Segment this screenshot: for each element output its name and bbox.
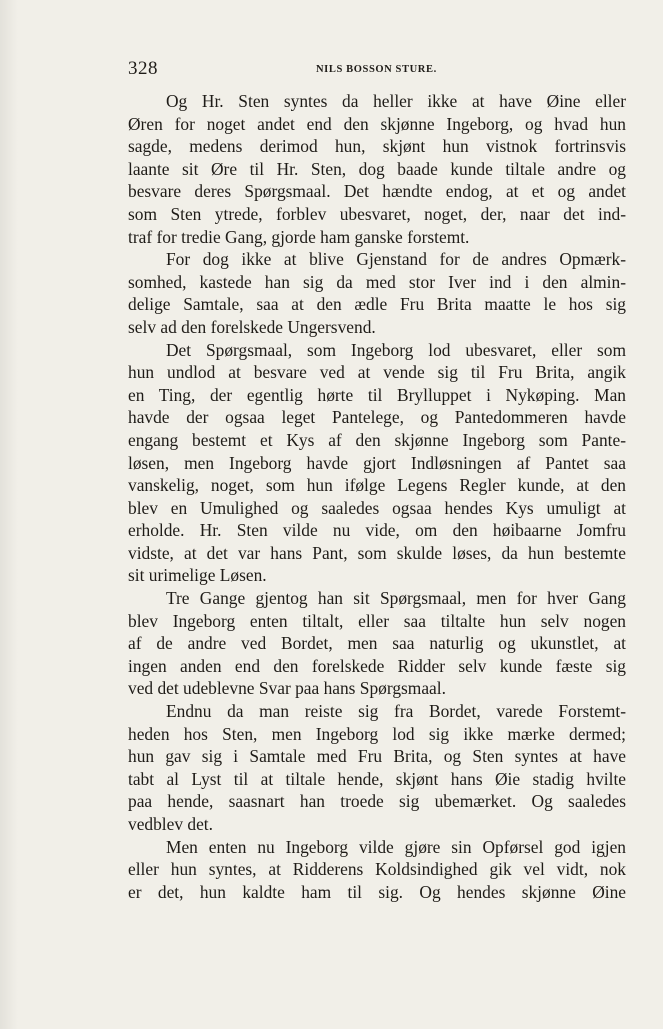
text-line: hun undlod at besvare ved at vende sig til Fru Brita, angik (128, 362, 626, 383)
text-line: heden hos Sten, men Ingeborg lod sig ikke mærke dermed; (128, 723, 626, 744)
text-line: engang bestemt et Kys af den skjønne Ingeborg som Pante- (128, 429, 626, 450)
text-line: eller hun syntes, at Ridderens Koldsindighed gik vel vidt, nok (128, 859, 626, 880)
body-text (128, 90, 626, 903)
text-line: Og Hr. Sten syntes da heller ikke at have Øine eller (166, 91, 626, 111)
paragraph (128, 836, 626, 904)
text-line: havde der ogsaa leget Pantelege, og Pantedommeren havde (128, 407, 626, 428)
running-head: NILS BOSSON STURE. (316, 64, 437, 75)
text-line: besvare deres Spørgsmaal. Det hændte endog, at et og andet (128, 181, 626, 202)
text-line: Øren for noget andet end den skjønne Ingeborg, og hvad hun (128, 113, 626, 134)
text-line: vidste, at det var hans Pant, som skulde løses, da hun bestemte (128, 542, 626, 563)
text-line: sit urimelige Løsen. (128, 565, 267, 586)
text-line: selv ad den forelskede Ungersvend. (128, 316, 376, 337)
text-line: Tre Gange gjentog han sit Spørgsmaal, men for hver Gang (166, 588, 626, 609)
text-line: som Sten ytrede, forblev ubesvaret, noget, der, naar det ind- (128, 203, 626, 224)
text-line: hun gav sig i Samtale med Fru Brita, og Sten syntes at have (128, 746, 626, 767)
page-number: 328 (128, 58, 158, 79)
text-line: Men enten nu Ingeborg vilde gjøre sin Opførsel god igjen (166, 836, 626, 857)
text-line: af de andre ved Bordet, men saa naturlig og ukunstlet, at (128, 633, 626, 654)
text-line: Det Spørgsmaal, som Ingeborg lod ubesvaret, eller som (166, 339, 626, 360)
text-line: blev en Umulighed og saaledes ogsaa hendes Kys umuligt at (128, 497, 626, 518)
text-line: ingen anden end den forelskede Ridder selv kunde fæste sig (128, 655, 626, 676)
text-line: Endnu da man reiste sig fra Bordet, varede Forstemt- (166, 701, 626, 722)
text-line: en Ting, der egentlig hørte til Brylluppet i Nykøping. Man (128, 384, 626, 405)
paragraph (128, 90, 626, 248)
page-header (128, 58, 628, 82)
text-line: er det, hun kaldte ham til sig. Og hendes skjønne Øine (128, 881, 626, 902)
text-line: paa hende, saasnart han troede sig ubemærket. Og saaledes (128, 791, 626, 812)
paragraph (128, 700, 626, 836)
text-line: blev Ingeborg enten tiltalt, eller saa tiltalte hun selv nogen (128, 610, 626, 631)
text-line: tabt al Lyst til at tiltale hende, skjønt hans Øie stadig hvilte (128, 768, 626, 789)
text-line: vedblev det. (128, 814, 213, 834)
paragraph (128, 339, 626, 588)
text-line: For dog ikke at blive Gjenstand for de andres Opmærk- (166, 249, 626, 270)
text-line: erholde. Hr. Sten vilde nu vide, om den høibaarne Jomfru (128, 520, 626, 541)
text-line: laante sit Øre til Hr. Sten, dog baade kunde tiltale andre og (128, 158, 626, 179)
paragraph (128, 587, 626, 700)
text-line: vanskelig, noget, som hun ifølge Legens Regler kunde, at den (128, 475, 626, 496)
text-line: traf for tredie Gang, gjorde ham ganske forstemt. (128, 226, 470, 247)
text-line: somhed, kastede han sig da med stor Iver ind i den almin- (128, 271, 626, 292)
paragraph (128, 248, 626, 338)
text-line: sagde, medens derimod hun, skjønt hun vistnok fortrinsvis (128, 136, 626, 157)
text-line: løsen, men Ingeborg havde gjort Indløsningen af Pantet saa (128, 452, 626, 473)
text-line: ved det udeblevne Svar paa hans Spørgsmaal. (128, 678, 446, 699)
text-line: delige Samtale, saa at den ædle Fru Brita maatte le hos sig (128, 294, 626, 315)
